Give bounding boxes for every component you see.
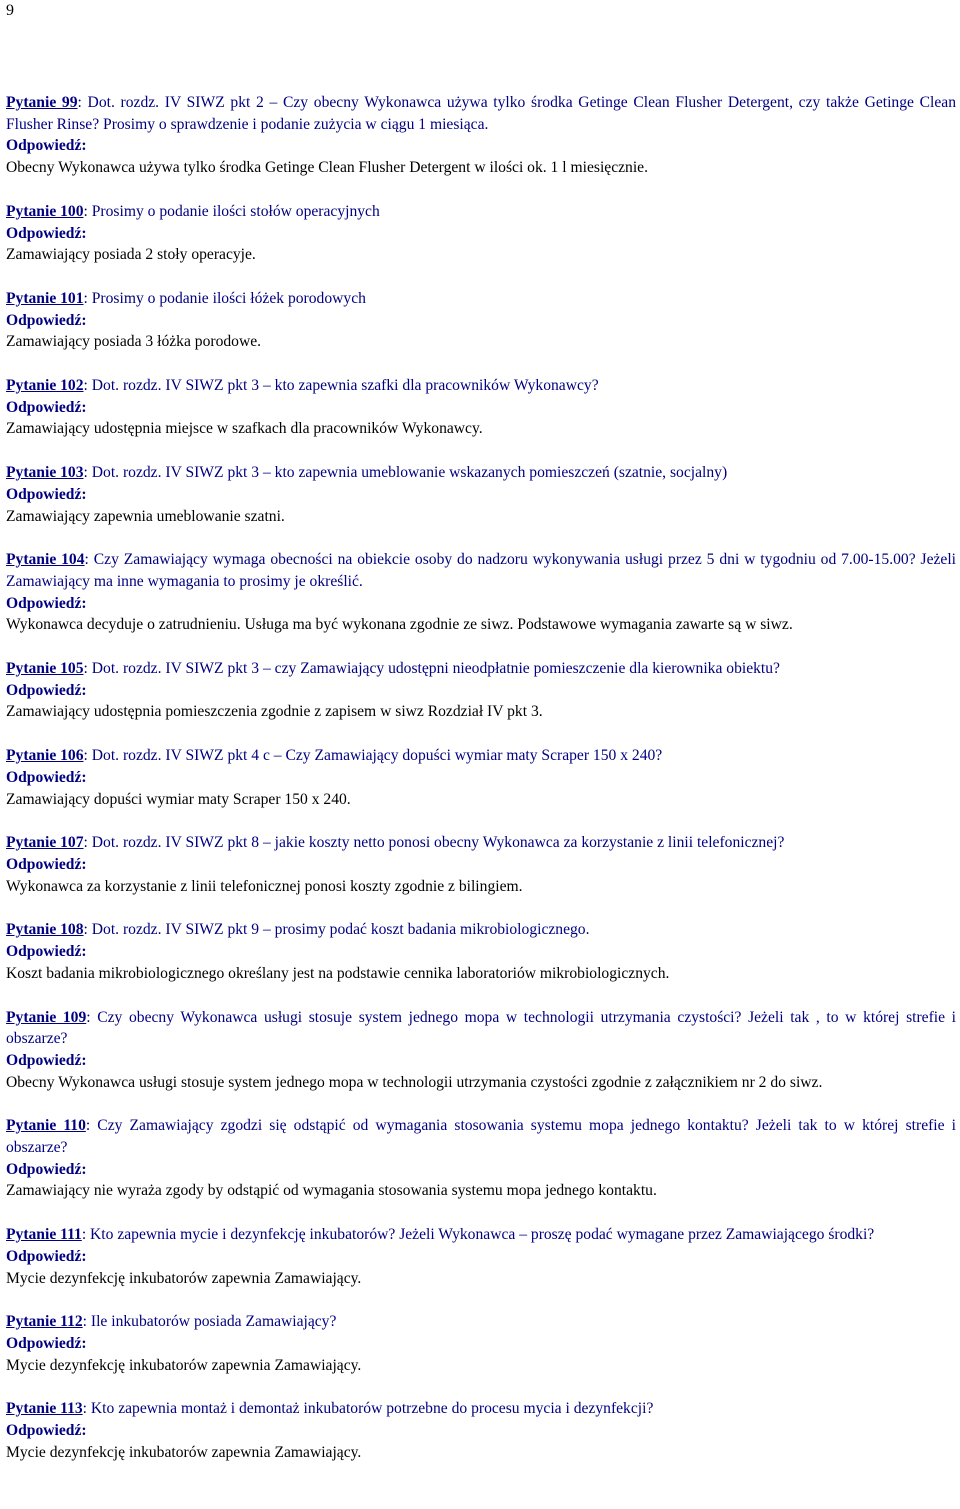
question-text: : Dot. rozdz. IV SIWZ pkt 8 – jakie koszty netto ponosi obecny Wykonawca za korzystanie z linii telefonicznej? [83,834,785,852]
answer-text: Zamawiający zapewnia umeblowanie szatni. [6,507,285,525]
question [6,92,956,135]
question-label: Pytanie 101 [6,289,84,307]
answer-text: Koszt badania mikrobiologicznego określany jest na podstawie cennika laboratoriów mikrobiologicznych. [6,964,670,982]
question [6,832,956,854]
question-label: Pytanie 105 [6,660,84,678]
answer-text: Zamawiający posiada 2 stoły operacyje. [6,246,256,264]
qa-item [6,658,956,723]
question-text: : Dot. rozdz. IV SIWZ pkt 4 c – Czy Zamawiający dopuści wymiar maty Scraper 150 x 240? [83,747,663,765]
qa-item [6,462,956,527]
question-text: : Dot. rozdz. IV SIWZ pkt 3 – kto zapewnia umeblowanie wskazanych pomieszczeń (szatnie, socjalny) [83,464,728,482]
answer-label: Odpowiedź: [6,137,87,155]
question-label: Pytanie 102 [6,377,84,395]
question-label: Pytanie 103 [6,464,84,482]
answer-label: Odpowiedź: [6,594,87,612]
answer-label: Odpowiedź: [6,768,87,786]
qa-item [6,92,956,179]
answer-label: Odpowiedź: [6,311,87,329]
qa-item [6,919,956,984]
question [6,1398,956,1420]
question [6,462,956,484]
answer-label: Odpowiedź: [6,1334,87,1352]
question-text: : Czy obecny Wykonawca usługi stosuje system jednego mopa w technologii utrzymania czystości? Jeżeli tak , to w której strefie i obszarze? [6,1008,956,1048]
answer-text: Mycie dezynfekcję inkubatorów zapewnia Zamawiający. [6,1356,362,1374]
question-text: : Czy Zamawiający zgodzi się odstąpić od wymagania stosowania systemu mopa jednego kontaktu? Jeżeli tak to w której strefie i obszarze? [6,1117,956,1157]
answer-label: Odpowiedź: [6,224,87,242]
answer-label: Odpowiedź: [6,1422,87,1440]
question-text: : Kto zapewnia montaż i demontaż inkubatorów potrzebne do procesu mycia i dezynfekcji? [82,1400,654,1418]
qa-item [6,201,956,266]
qa-item [6,1398,956,1463]
question [6,658,956,680]
question-text: : Czy Zamawiający wymaga obecności na obiekcie osoby do nadzoru wykonywania usługi przez 5 dni w tygodniu od 7.00-15.00? Jeżeli Zamawiający ma inne wymagania to prosimy je określić. [6,551,956,590]
answer-label: Odpowiedź: [6,485,87,503]
question [6,1115,956,1158]
question [6,745,956,767]
answer-label: Odpowiedź: [6,398,87,416]
answer-text: Obecny Wykonawca usługi stosuje system jednego mopa w technologii utrzymania czystości zgodnie z załącznikiem nr 2 do siwz. [6,1073,823,1091]
qa-item [6,745,956,810]
question-text: : Kto zapewnia mycie i dezynfekcję inkubatorów? Jeżeli Wykonawca – proszę podać wymagane przez Zamawiającego środki? [81,1226,875,1244]
qa-item [6,1224,956,1289]
question [6,1007,956,1050]
question [6,375,956,397]
qa-list [6,92,956,1485]
question-label: Pytanie 107 [6,834,84,852]
answer-text: Zamawiający posiada 3 łóżka porodowe. [6,333,262,351]
question-text: : Ile inkubatorów posiada Zamawiający? [82,1313,337,1331]
qa-item [6,1311,956,1376]
answer-label: Odpowiedź: [6,943,87,961]
question-label: Pytanie 110 [6,1117,86,1135]
question-text: : Dot. rozdz. IV SIWZ pkt 9 – prosimy podać koszt badania mikrobiologicznego. [83,921,590,939]
answer-label: Odpowiedź: [6,855,87,873]
question-label: Pytanie 106 [6,747,84,765]
question-text: : Dot. rozdz. IV SIWZ pkt 3 – czy Zamawiający udostępni nieodpłatnie pomieszczenie dla kierownika obiektu? [83,660,780,678]
question-label: Pytanie 99 [6,94,78,111]
question [6,1224,956,1246]
qa-item [6,1115,956,1202]
answer-text: Wykonawca za korzystanie z linii telefonicznej ponosi koszty zgodnie z bilingiem. [6,877,523,895]
qa-item [6,832,956,897]
question [6,919,956,941]
question-label: Pytanie 111 [6,1226,82,1244]
question-label: Pytanie 104 [6,551,85,569]
qa-item [6,1007,956,1094]
answer-label: Odpowiedź: [6,1160,87,1178]
answer-text: Zamawiający dopuści wymiar maty Scraper 150 x 240. [6,790,351,808]
question-label: Pytanie 112 [6,1313,83,1331]
question-text: : Prosimy o podanie ilości łóżek porodowych [83,289,366,307]
question [6,201,956,223]
answer-text: Zamawiający nie wyraża zgody by odstąpić od wymagania stosowania systemu mopa jednego kontaktu. [6,1182,657,1200]
qa-item [6,375,956,440]
answer-text: Zamawiający udostępnia pomieszczenia zgodnie z zapisem w siwz Rozdział IV pkt 3. [6,703,543,721]
answer-label: Odpowiedź: [6,1247,87,1265]
question [6,288,956,310]
qa-item [6,288,956,353]
question-label: Pytanie 109 [6,1008,87,1026]
answer-text: Mycie dezynfekcję inkubatorów zapewnia Zamawiający. [6,1443,362,1461]
answer-text: Zamawiający udostępnia miejsce w szafkach dla pracowników Wykonawcy. [6,420,483,438]
answer-text: Wykonawca decyduje o zatrudnieniu. Usługa ma być wykonana zgodnie ze siwz. Podstawowe wymagania zawarte są w siwz. [6,616,793,634]
page-number: 9 [6,2,14,19]
answer-text: Mycie dezynfekcję inkubatorów zapewnia Zamawiający. [6,1269,362,1287]
question [6,1311,956,1333]
qa-item [6,549,956,636]
question-text: : Prosimy o podanie ilości stołów operacyjnych [83,202,380,220]
question-label: Pytanie 108 [6,921,84,939]
question-label: Pytanie 113 [6,1400,83,1418]
question-text: : Dot. rozdz. IV SIWZ pkt 3 – kto zapewnia szafki dla pracowników Wykonawcy? [83,377,599,395]
question-label: Pytanie 100 [6,202,84,220]
question-text: : Dot. rozdz. IV SIWZ pkt 2 – Czy obecny Wykonawca używa tylko środka Getinge Clean Flusher Detergent, czy także Getinge Clean Flusher Rinse? Prosimy o sprawdzenie i podanie zużycia w ciągu 1 miesiąca. [6,94,956,133]
answer-label: Odpowiedź: [6,1051,87,1069]
question [6,549,956,592]
answer-label: Odpowiedź: [6,681,87,699]
answer-text: Obecny Wykonawca używa tylko środka Getinge Clean Flusher Detergent w ilości ok. 1 l miesięcznie. [6,159,648,177]
